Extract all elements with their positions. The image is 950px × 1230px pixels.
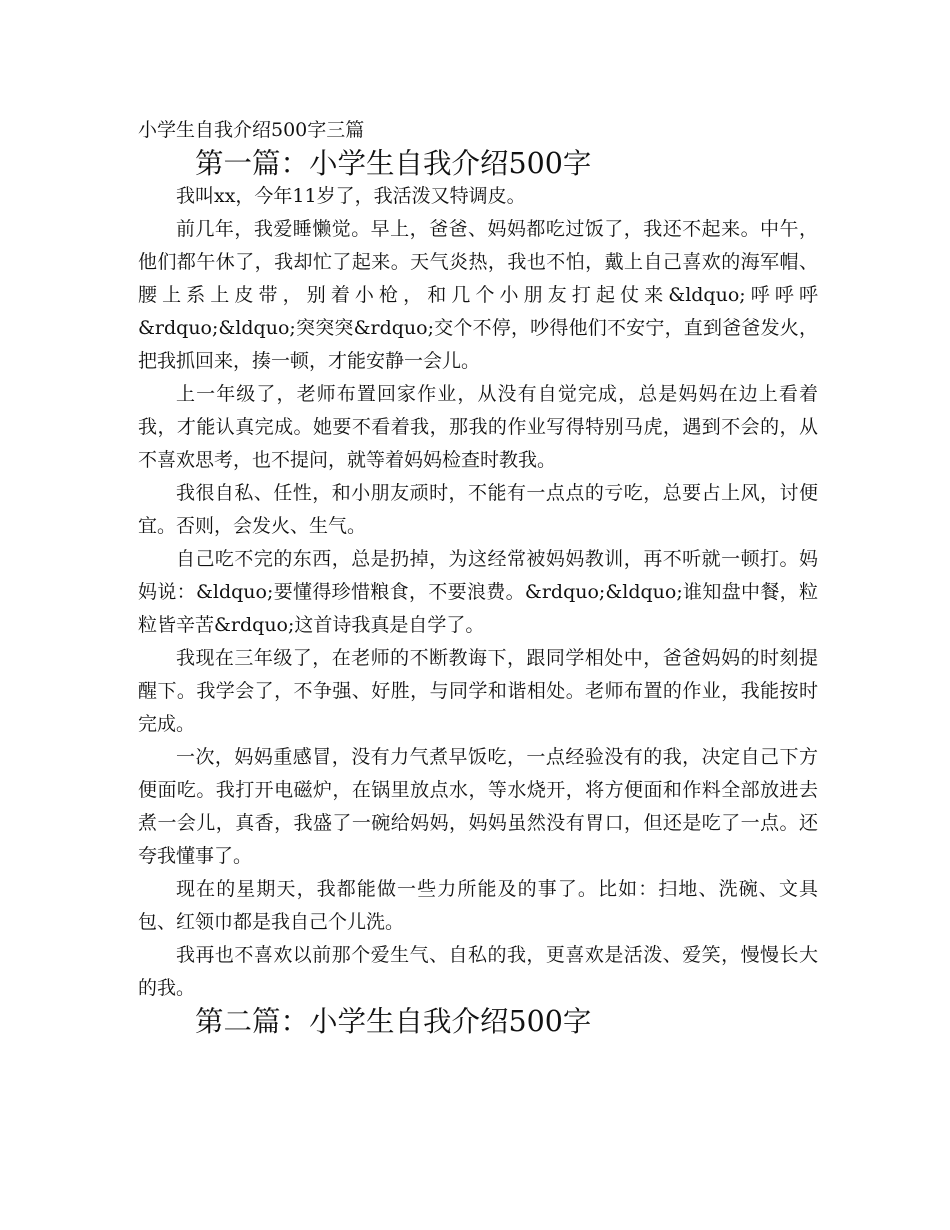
paragraph: 现在的星期天，我都能做一些力所能及的事了。比如：扫地、洗碗、文具包、红领巾都是我自己个儿洗。: [138, 878, 818, 933]
paragraph: 上一年级了，老师布置回家作业，从没有自觉完成，总是妈妈在边上看着我，才能认真完成。她要不看着我，那我的作业写得特别马虎，遇到不会的，从不喜欢思考，也不提问，就等着妈妈检查时教我。: [138, 383, 818, 471]
document-body: [138, 114, 818, 1038]
paragraph: 我现在三年级了，在老师的不断教诲下，跟同学相处中，爸爸妈妈的时刻提醒下。我学会了，不争强、好胜，与同学和谐相处。老师布置的作业，我能按时完成。: [138, 647, 818, 735]
paragraph: 我叫xx，今年11岁了，我活泼又特调皮。: [176, 185, 526, 207]
paragraph: 一次，妈妈重感冒，没有力气煮早饭吃，一点经验没有的我，决定自己下方便面吃。我打开电磁炉，在锅里放点水，等水烧开，将方便面和作料全部放进去煮一会儿，真香，我盛了一碗给妈妈，妈妈虽然没有胃口，但还是吃了一点。还夸我懂事了。: [138, 746, 818, 867]
document-title: 小学生自我介绍500字三篇: [138, 119, 365, 141]
section-heading-1: 第一篇：小学生自我介绍500字: [195, 147, 592, 180]
paragraph: 前几年，我爱睡懒觉。早上，爸爸、妈妈都吃过饭了，我还不起来。中午，他们都午休了，我却忙了起来。天气炎热，我也不怕，戴上自己喜欢的海军帽、腰上系上皮带，别着小枪，和几个小朋友打起仗来&ldquo;呼呼呼&rdquo;&ldquo;突突突&rdquo;交个不停，吵得他们不安宁，直到爸爸发火，把我抓回来，揍一顿，才能安静一会儿。: [138, 218, 818, 372]
paragraph: 我很自私、任性，和小朋友顽时，不能有一点点的亏吃，总要占上风，讨便宜。否则，会发火、生气。: [138, 482, 818, 537]
paragraph: 自己吃不完的东西，总是扔掉，为这经常被妈妈教训，再不听就一顿打。妈妈说：&ldquo;要懂得珍惜粮食，不要浪费。&rdquo;&ldquo;谁知盘中餐，粒粒皆辛苦&rdquo;这首诗我真是自学了。: [138, 548, 818, 636]
section-heading-2: 第二篇：小学生自我介绍500字: [195, 1005, 592, 1038]
paragraph: 我再也不喜欢以前那个爱生气、自私的我，更喜欢是活泼、爱笑，慢慢长大的我。: [138, 944, 818, 999]
